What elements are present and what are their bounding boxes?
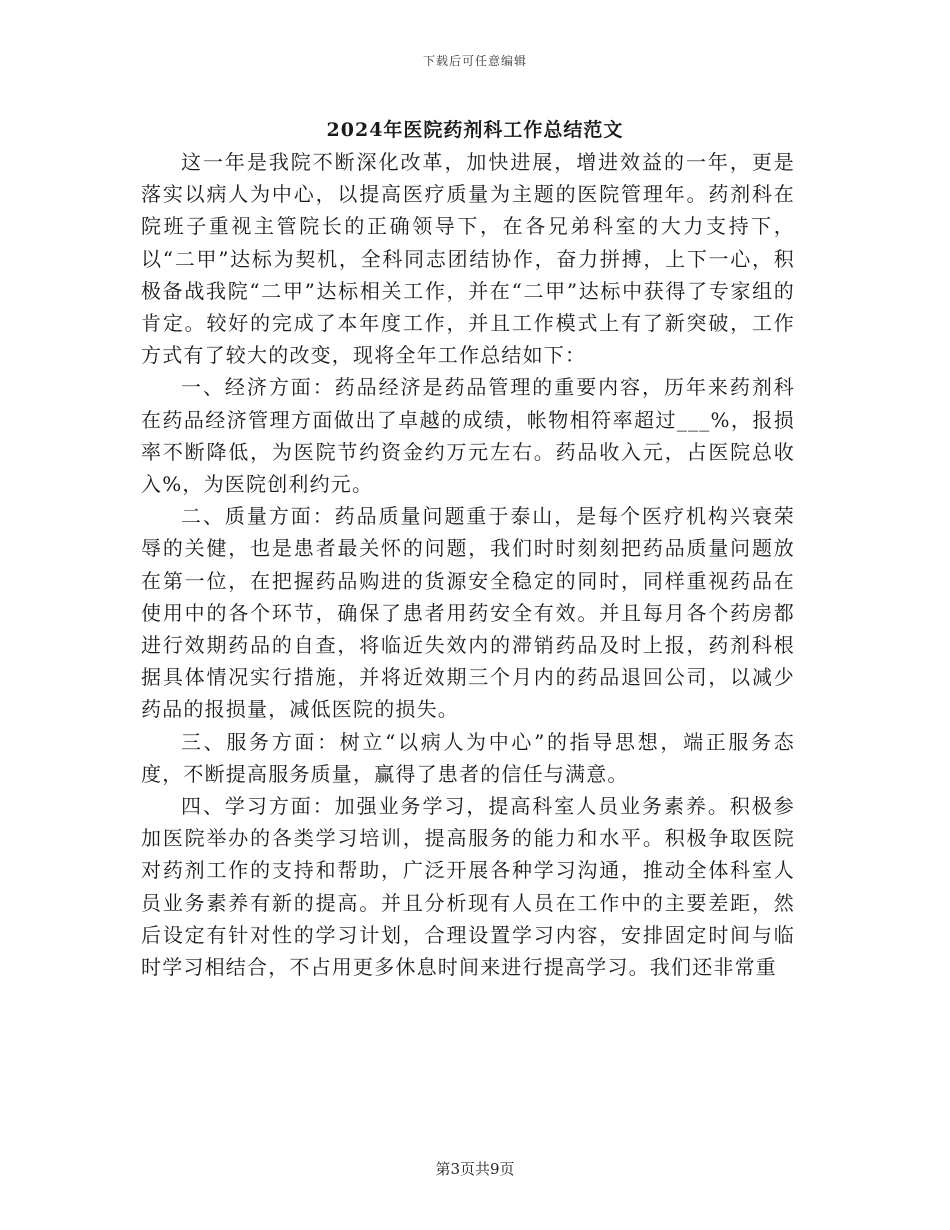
paragraph-intro: 这一年是我院不断深化改革，加快进展，增进效益的一年，更是落实以病人为中心，以提高医疗质量为主题的医院管理年。药剂科在院班子重视主管院长的正确领导下，在各兄弟科室的大力支持下，以“二甲”达标为契机，全科同志团结协作，奋力拼搏，上下一心，积极备战我院“二甲”达标相关工作，并在“二甲”达标中获得了专家组的肯定。较好的完成了本年度工作，并且工作模式上有了新突破，工作方式有了较大的改变，现将全年工作总结如下： [141, 150, 795, 368]
paragraph-service: 三、服务方面：树立“以病人为中心”的指导思想，端正服务态度，不断提高服务质量，赢得了患者的信任与满意。 [141, 729, 795, 786]
page-header-note: 下载后可任意编辑 [422, 54, 527, 68]
document-title: 2024年医院药剂科工作总结范文 [326, 119, 624, 141]
document-body [141, 146, 795, 983]
paragraph-study: 四、学习方面：加强业务学习，提高科室人员业务素养。积极参加医院举办的各类学习培训，提高服务的能力和水平。积极争取医院对药剂工作的支持和帮助，广泛开展各种学习沟通，推动全体科室人员业务素养有新的提高。并且分析现有人员在工作中的主要差距，然后设定有针对性的学习计划，合理设置学习内容，安排固定时间与临时学习相结合，不占用更多休息时间来进行提高学习。我们还非常重 [141, 794, 795, 980]
paragraph-quality: 二、质量方面：药品质量问题重于泰山，是每个医疗机构兴衰荣辱的关健，也是患者最关怀的问题，我们时时刻刻把药品质量问题放在第一位，在把握药品购进的货源安全稳定的同时，同样重视药品在使用中的各个环节，确保了患者用药安全有效。并且每月各个药房都进行效期药品的自查，将临近失效内的滞销药品及时上报，药剂科根据具体情况实行措施，并将近效期三个月内的药品退回公司，以减少药品的报损量，减低医院的损失。 [141, 504, 795, 722]
paragraph-economy: 一、经济方面：药品经济是药品管理的重要内容，历年来药剂科在药品经济管理方面做出了卓越的成绩，帐物相符率超过___%，报损率不断降低，为医院节约资金约万元左右。药品收入元，占医院总收入%，为医院创利约元。 [141, 375, 795, 497]
page-number: 第3页共9页 [435, 1160, 515, 1178]
